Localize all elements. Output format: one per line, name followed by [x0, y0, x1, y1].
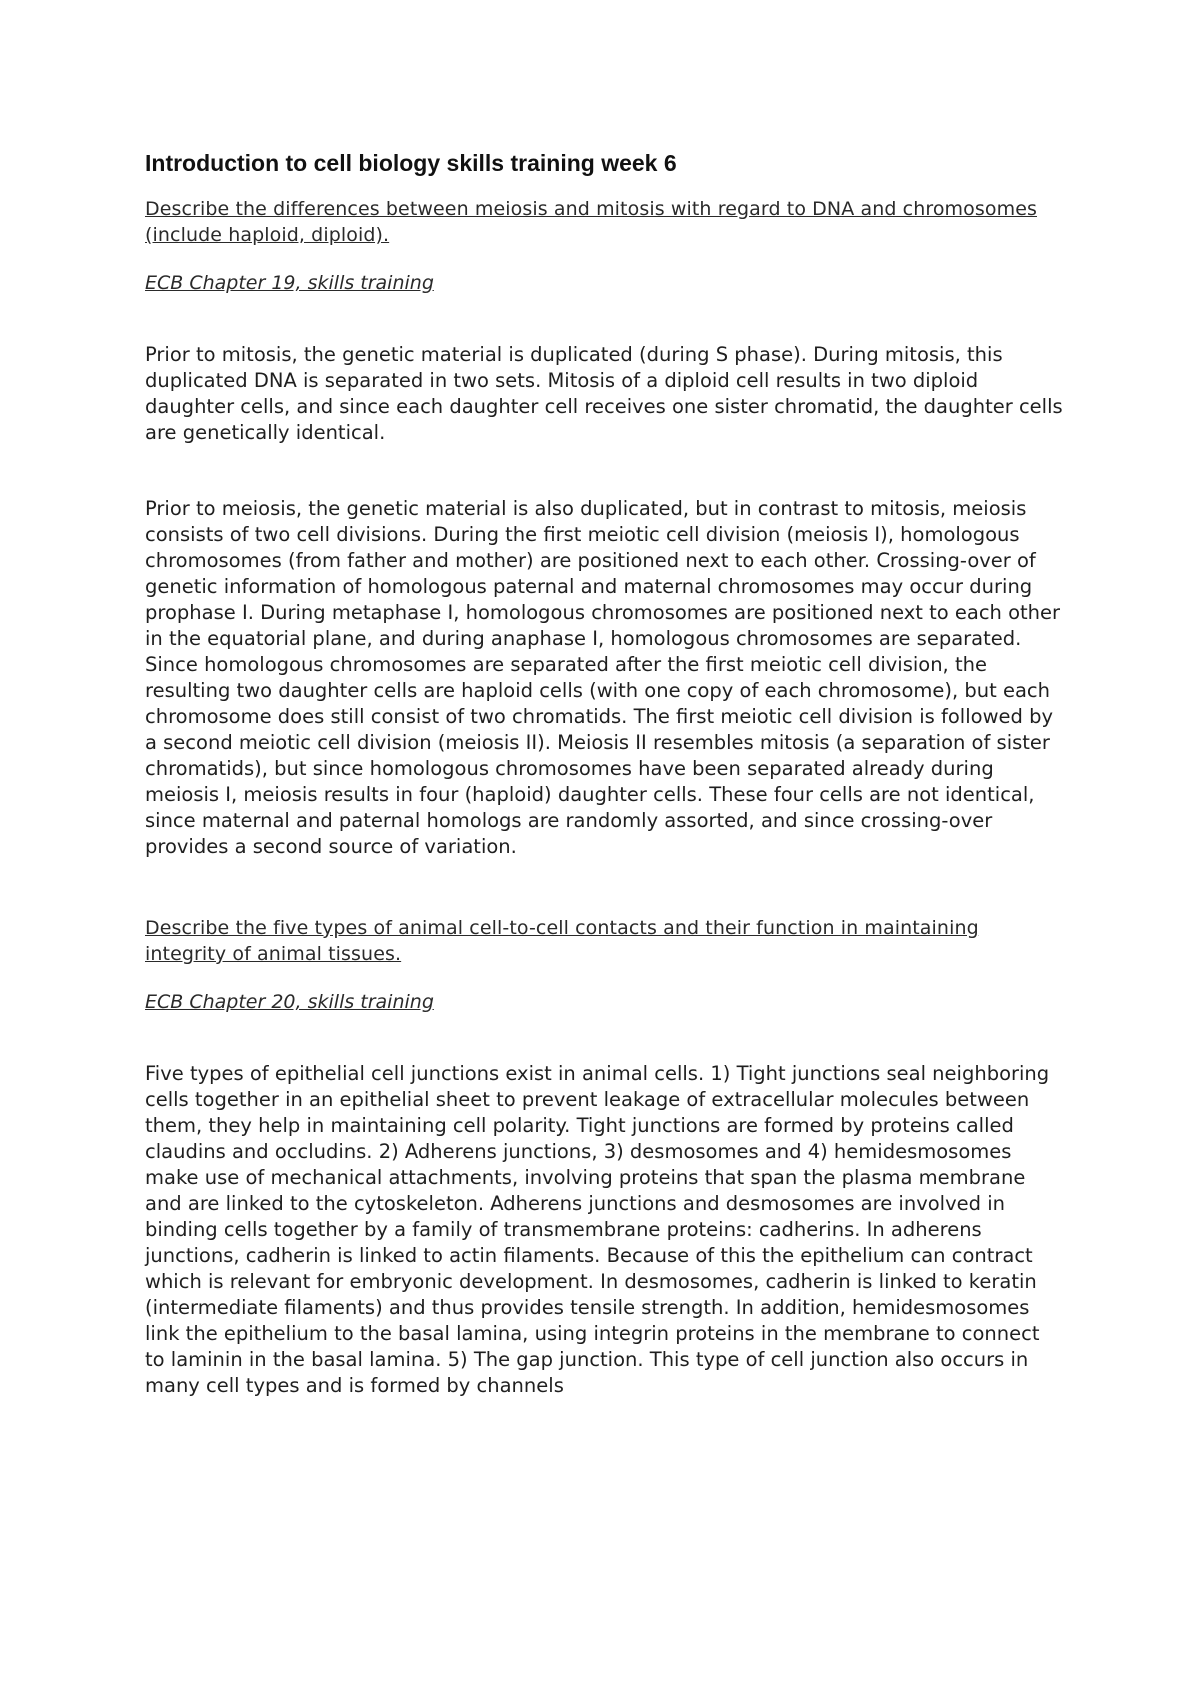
- answer-paragraph: Five types of epithelial cell junctions exist in animal cells. 1) Tight junctions seal neighboring cells together in an epithelial sheet to prevent leakage of extracellular molecules between them, they help in maintaining cell polarity. Tight junctions are formed by proteins called claudins and occludins. 2) Adherens junctions, 3) desmosomes and 4) hemidesmosomes make use of mechanical attachments, involving proteins that span the plasma membrane and are linked to the cytoskeleton. Adherens junctions and desmosomes are involved in binding cells together by a family of transmembrane proteins: cadherins. In adherens junctions, cadherin is linked to actin filaments. Because of this the epithelium can contract which is relevant for embryonic development. In desmosomes, cadherin is linked to keratin (intermediate filaments) and thus provides tensile strength. In addition, hemidesmosomes link the epithelium to the basal lamina, using integrin proteins in the membrane to connect to laminin in the basal lamina. 5) The gap junction. This type of cell junction also occurs in many cell types and is formed by channels: [145, 1062, 1050, 1397]
- document-body: [145, 148, 1065, 1449]
- answer-paragraph: Prior to meiosis, the genetic material is also duplicated, but in contrast to mitosis, meiosis consists of two cell divisions. During the first meiotic cell division (meiosis I), homologous chromosomes (from father and mother) are positioned next to each other. Crossing-over of genetic information of homologous paternal and maternal chromosomes may occur during prophase I. During metaphase I, homologous chromosomes are positioned next to each other in the equatorial plane, and during anaphase I, homologous chromosomes are separated. Since homologous chromosomes are separated after the first meiotic cell division, the resulting two daughter cells are haploid cells (with one copy of each chromosome), but each chromosome does still consist of two chromatids. The first meiotic cell division is followed by a second meiotic cell division (meiosis II). Meiosis II resembles mitosis (a separation of sister chromatids), but since homologous chromosomes have been separated already during meiosis I, meiosis results in four (haploid) daughter cells. These four cells are not identical, since maternal and paternal homologs are randomly assorted, and since crossing-over provides a second source of variation.: [145, 497, 1061, 858]
- source-reference: ECB Chapter 19, skills training: [145, 272, 434, 294]
- section-meiosis-mitosis: [145, 196, 1065, 860]
- answer-paragraph: Prior to mitosis, the genetic material is duplicated (during S phase). During mitosis, this duplicated DNA is separated in two sets. Mitosis of a diploid cell results in two diploid daughter cells, and since each daughter cell receives one sister chromatid, the daughter cells are genetically identical.: [145, 343, 1063, 444]
- source-reference: ECB Chapter 20, skills training: [145, 991, 434, 1013]
- question-heading: Describe the five types of animal cell-to-cell contacts and their function in maintaining integrity of animal tissues.: [145, 917, 979, 965]
- question-heading: Describe the differences between meiosis and mitosis with regard to DNA and chromosomes (include haploid, diploid).: [145, 198, 1038, 246]
- document-title: Introduction to cell biology skills training week 6: [145, 150, 677, 176]
- section-cell-contacts: [145, 915, 1065, 1399]
